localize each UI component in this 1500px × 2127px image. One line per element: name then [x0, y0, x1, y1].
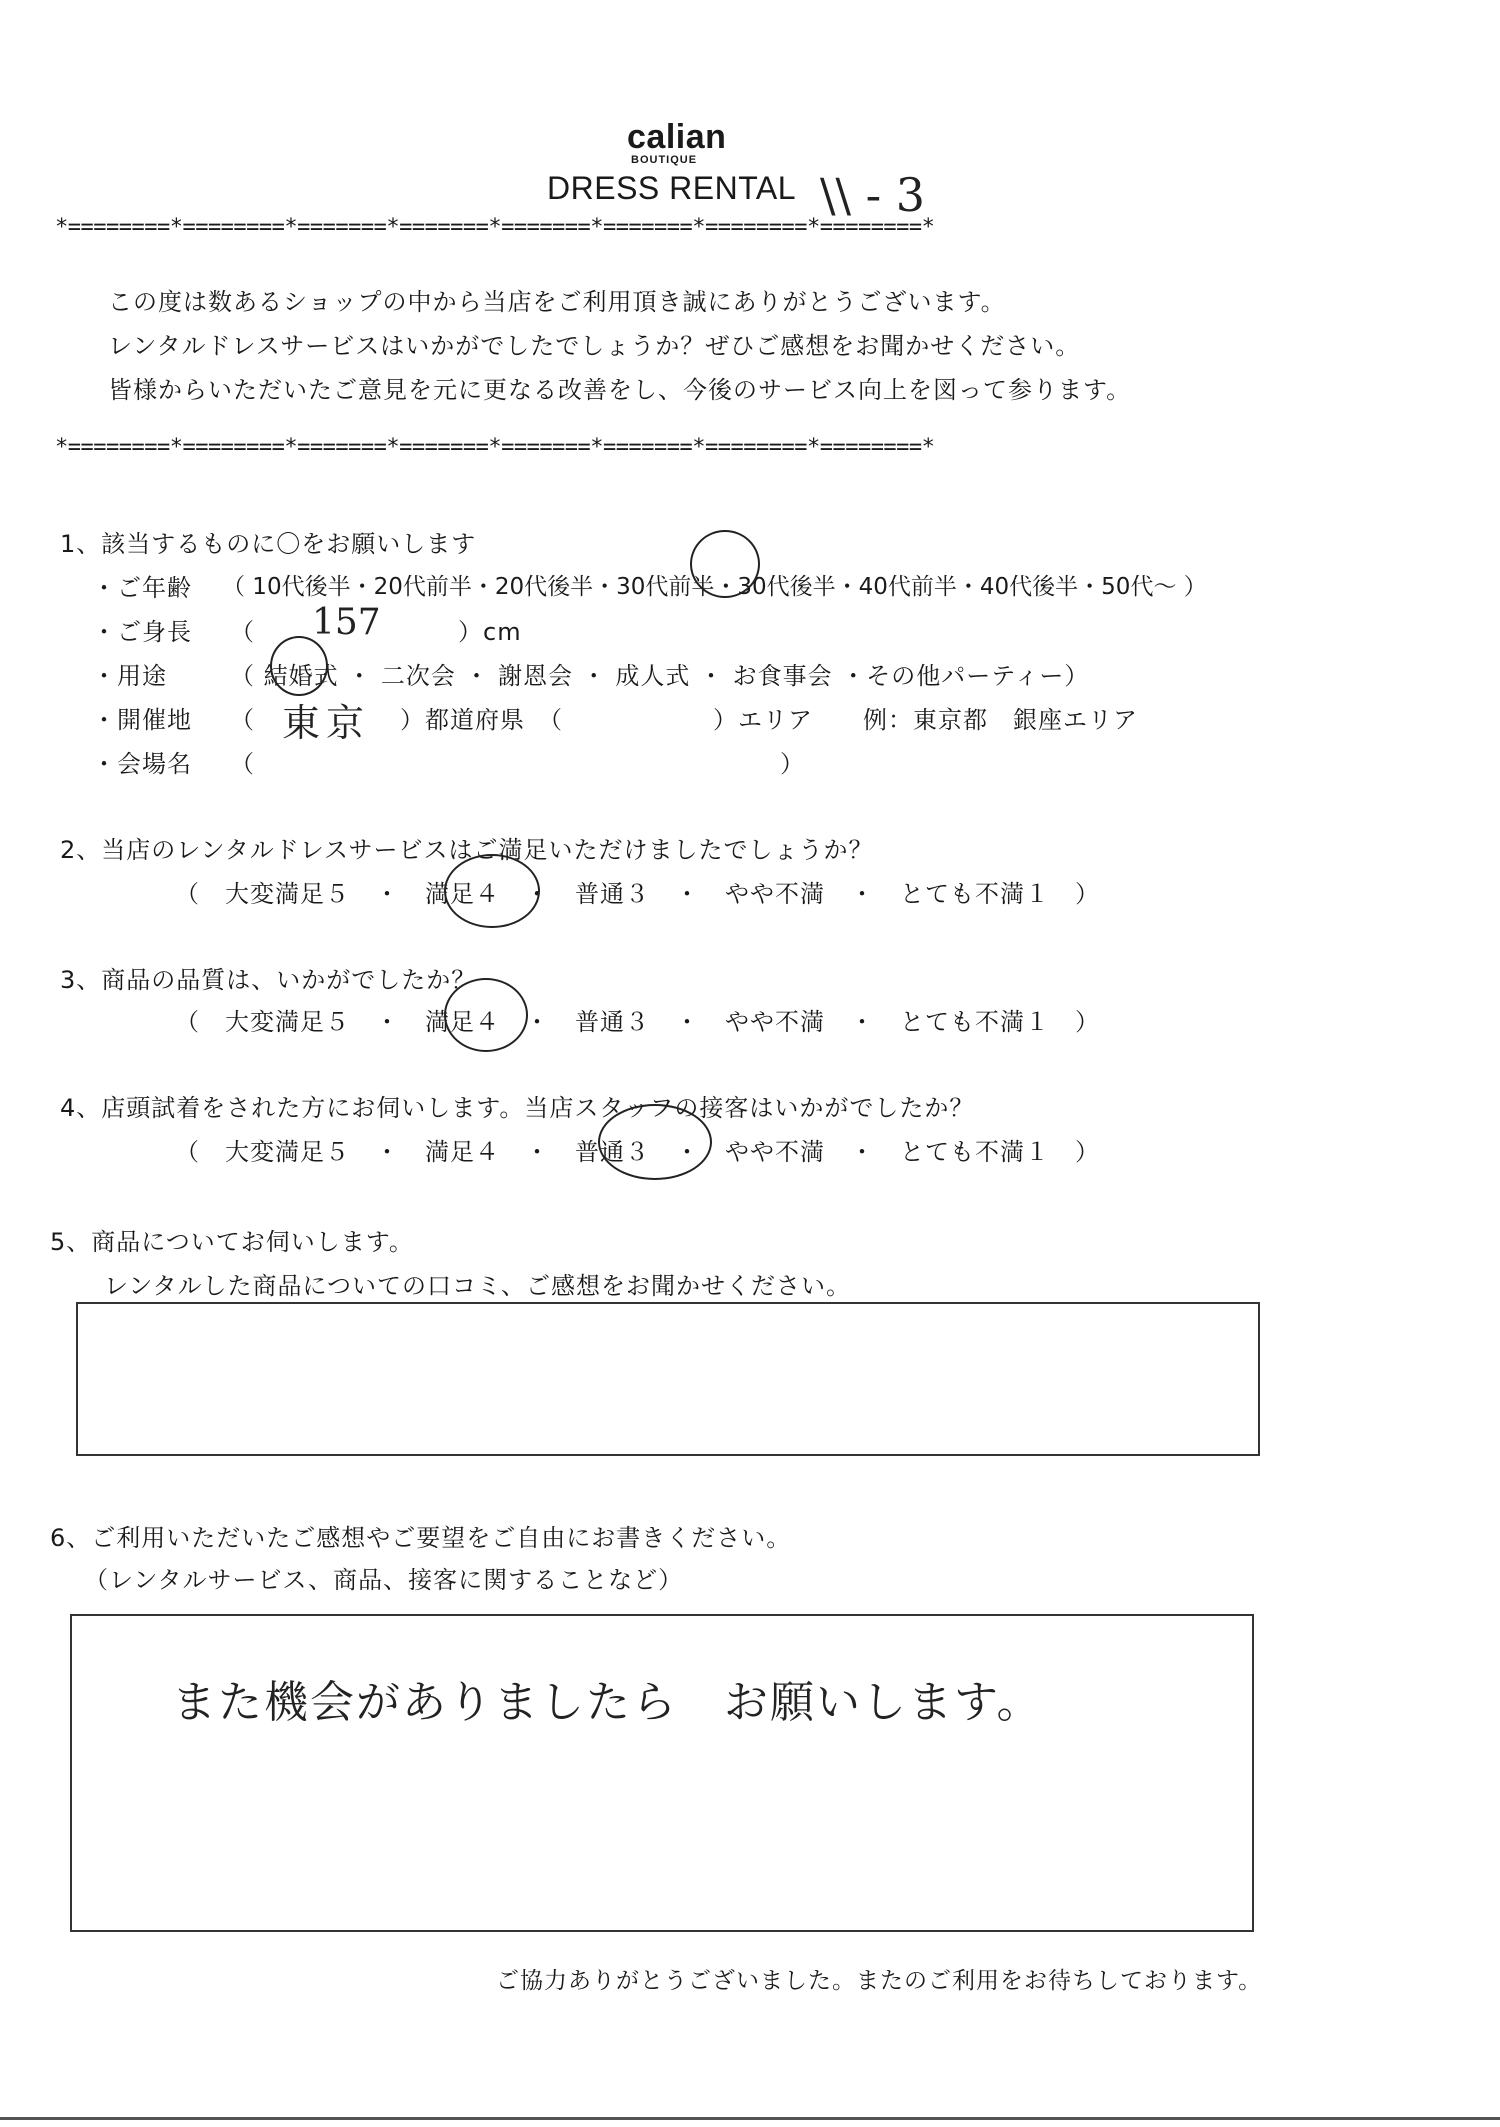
divider-bottom: *========*========*=======*=======*=======*=======*========*========* — [55, 435, 935, 460]
height-unit: ）cm — [458, 618, 522, 646]
q4-options: （ 大変満足５ ・ 満足４ ・ 普通３ ・ やや不満 ・ とても不満１ ） — [175, 1138, 1100, 1166]
height-label: ・ご身長 — [92, 618, 192, 646]
scan-edge-line — [0, 2117, 1500, 2120]
brand-logo: calian — [627, 118, 727, 156]
q6-subtitle: （レンタルサービス、商品、接客に関することなど） — [84, 1566, 684, 1594]
height-open-bracket: （ — [230, 618, 255, 646]
brand-sub: BOUTIQUE — [631, 154, 698, 166]
handwritten-id: \\ - 3 — [820, 168, 926, 222]
footer-thanks: ご協力ありがとうございました。またのご利用をお待ちしております。 — [496, 1968, 1263, 1994]
age-selection-circle — [690, 530, 760, 598]
q3-selection-circle — [444, 978, 528, 1052]
purpose-options: （ 結婚式 ・ 二次会 ・ 謝恩会 ・ 成人式 ・ お食事会 ・その他パーティー） — [230, 662, 1090, 690]
q5-answer-box — [76, 1302, 1260, 1456]
q6-answer-box — [70, 1614, 1254, 1932]
intro-line-2: レンタルドレスサービスはいかがでしたでしょうか？ぜひご感想をお聞かせください。 — [108, 332, 1081, 360]
q4-title: 4、店頭試着をされた方にお伺いします。当店スタッフの接客はいかがでしたか？ — [60, 1094, 975, 1122]
hall-label: ・会場名 — [92, 750, 192, 778]
q5-title: 5、商品についてお伺いします。 — [50, 1228, 414, 1256]
venue-rest: ）都道府県 （ ）エリア 例：東京都 銀座エリア — [400, 706, 1138, 734]
purpose-label: ・用途 — [92, 662, 167, 690]
q6-title: 6、ご利用いただいたご感想やご要望をご自由にお書きください。 — [50, 1524, 792, 1552]
age-options: （ 10代後半・20代前半・20代後半・30代前半・30代後半・40代前半・40代後半・50代〜 ） — [222, 574, 1207, 600]
intro-line-3: 皆様からいただいたご意見を元に更なる改善をし、今後のサービス向上を図って参ります。 — [108, 376, 1132, 404]
hall-brackets: （ ） — [230, 750, 805, 778]
q3-title: 3、商品の品質は、いかがでしたか？ — [60, 966, 477, 994]
q6-answer-text: また機会がありましたら お願いします。 — [172, 1677, 1043, 1728]
q4-selection-circle — [598, 1104, 712, 1180]
age-label: ・ご年齢 — [92, 574, 192, 602]
q2-selection-circle — [444, 854, 540, 928]
q5-subtitle: レンタルした商品についての口コミ、ご感想をお聞かせください。 — [104, 1272, 851, 1300]
q3-options: （ 大変満足５ ・ 満足４ ・ 普通３ ・ やや不満 ・ とても不満１ ） — [175, 1008, 1100, 1036]
venue-label: ・開催地 — [92, 706, 192, 734]
brand-service: DRESS RENTAL — [547, 170, 797, 206]
venue-open-bracket: （ — [230, 706, 255, 734]
q2-options: （ 大変満足５ ・ 満足４ ・ 普通３ ・ やや不満 ・ とても不満１ ） — [175, 880, 1100, 908]
venue-value: 東京 — [282, 701, 371, 745]
q1-title: 1、該当するものに〇をお願いします — [60, 530, 477, 558]
purpose-selection-circle — [270, 636, 328, 696]
intro-line-1: この度は数あるショップの中から当店をご利用頂き誠にありがとうございます。 — [108, 288, 1006, 316]
q2-title: 2、当店のレンタルドレスサービスはご満足いただけましたでしょうか？ — [60, 836, 874, 864]
height-value: 157 — [312, 602, 381, 643]
divider-top: *========*========*=======*=======*=======*=======*========*========* — [55, 215, 935, 240]
